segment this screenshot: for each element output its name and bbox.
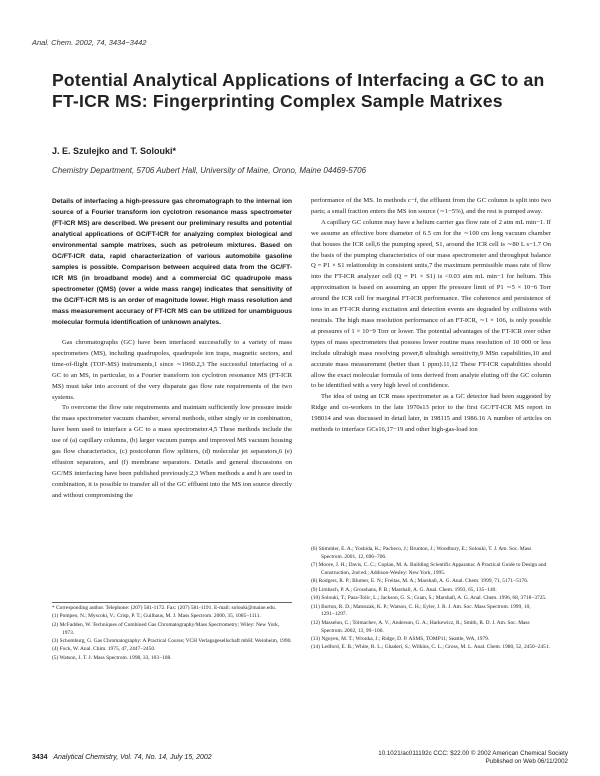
reference-item: (6) Stimmler, E. A.; Yoshida, K.; Pacheco, J.; Brunton, J.; Woodbury, E.; Solouki, T. J. Am. Soc. Mass Spectrom. 2001, 12, 696−706. <box>311 546 532 560</box>
reference-list <box>311 546 551 653</box>
reference-item: (7) Moore, J. H.; Davis, C. C.; Coplan, M. A. Building Scientific Apparatus: A Practical Guide to Design and Construction, 2nd ed.; Addison-Wesley: New York, 1995. <box>311 562 547 576</box>
body-paragraph: The idea of using an ICR mass spectrometer as a GC detector had been suggested by Ridge and co-workers in the late 1970s13 prior to the first GC/FT-ICR MS report in 198014 and was discussed in detail later, in 198115 and 1986.16 A number of articles on methods to interface GCs16,17−19 and other high-gas-load ion <box>311 393 551 434</box>
body-paragraph: Gas chromatographs (GC) have been interfaced successfully to a variety of mass spectrometers (MS), including quadrupoles, quadrupole ion traps, magnetic sectors, and time-of-flight (TOF-MS) instruments,1 since ∼1960.2,3 The successful interfacing of a GC to an MS, in particular, to a Fourier transform ion cyclotron resonance MS (FT-ICR MS) must take into account of the very disparate gas flow rate requirements of the two systems. <box>52 339 292 401</box>
journal-citation: Anal. Chem. 2002, 74, 3434−3442 <box>32 38 147 47</box>
page-footer <box>32 753 212 761</box>
reference-item: (9) Limbach, P. A.; Grosshans, P. B.; Marshall, A. G. Anal. Chem. 1993, 65, 135−140. <box>311 586 497 593</box>
right-column <box>311 196 551 436</box>
article-title: Potential Analytical Applications of Interfacing a GC to an FT-ICR MS: Fingerprinting Complex Sample Matrixes <box>52 70 545 111</box>
body-paragraph: To overcome the flow rate requirements and maintain sufficiently low pressure inside the mass spectrometer vacuum chamber, several methods, either singly or in combination, have been used to interface a GC to a mass spectrometer.4,5 These methods include the use of (a) capillary columns, (b) larger vacuum pumps and improved MS vacuum housing gas flow characteristics, (c) postcolumn flow splitters, (d) molecular jet separators,6 (e) effusion separators, and (f) membrane separators. Details and general discussions on GC/MS interfacing have been published previously.2,3 When methods a and h are used in combination, it is possible to transfer all of the GC effluent into the MS ion source directly and without compromising the <box>52 404 292 499</box>
left-column <box>52 196 292 502</box>
doi-line: 10.1021/ac011192c CCC: $22.00 © 2002 American Chemical Society <box>378 750 568 757</box>
reference-item: (11) Burton, R. D.; Matuszak, K. P.; Watson, C. H.; Eyler, J. R. J. Am. Soc. Mass Spectrom. 1999, 10, 1291−1297. <box>311 603 531 618</box>
reference-item: (3) Schomburg, G. Gas Chromatography: A Practical Course; VCH Verlagsgesellschaft mbH: Weinheim, 1990. <box>52 637 292 644</box>
reference-item: (1) Pompeo, N.; Myscoki, V.; Crisp, P. T.; Guilhaus, M. J. Mass Spectrom. 2000, 35, 1085−1111. <box>52 613 261 620</box>
author-affiliation: Chemistry Department, 5706 Aubert Hall, University of Maine, Orono, Maine 04469-5706 <box>52 166 367 175</box>
reference-item: (12) Masselon, C.; Tolmachev, A. V.; Anderson, G. A.; Harkewicz, R.; Smith, R. D. J. Am. Soc. Mass Spectrom. 2002, 13, 99−106. <box>311 619 530 634</box>
body-paragraph: A capillary GC column may have a helium carrier gas flow rate of 2 atm mL min−1. If we assume an effective bore diameter of 6.5 cm for the ∼100 cm long vacuum chamber that houses the ICR cell,6 the pumping speed, S1, around the ICR cell is ∼80 L s−1.7 On the basis of the pumping characteristics of our mass spectrometer and throughput balance Q = P1 × S1 relationship in consistent units,7 the maximum permissible mass rate of flow into the FT-ICR analyzer cell (Q = P1 × S1) is <0.03 atm mL min−1 for helium. This approximation is based on assuming an upper He pressure limit of P1 ∼5 × 10−6 Torr around the ICR cell for marginal FT-ICR performance. The coherence and persistence of ions in an FT-ICR during excitation and detection events are degraded by collisions with neutrals. The high mass resolution performance of an FT-ICR, ∼1 × 106, is only possible at pressures of 1 × 10−9 Torr or lower. The potential advantages of the FT-ICR over other types of mass spectrometers that possess lower routine mass resolution of 10 000 or less include ultrahigh mass resolving power,8 ultrahigh sensitivity,9 MSn capabilities,10 and accurate mass measurement (better than 1 ppm).11,12 These FT-ICR capabilities should allow the exact molecular formula of ions derived from analyte eluting off the GC column to be identified with a very high level of confidence. <box>311 218 551 390</box>
body-paragraph: performance of the MS. In methods c−f, the effluent from the GC column is split into two parts; a small fraction enters the MS ion source (∼1−5%), and the rest is pumped away. <box>311 197 551 215</box>
reference-item: (2) McFadden, W. Techniques of Combined Gas Chromatography/Mass Spectrometry; Wiley: New York, 1973. <box>52 621 280 636</box>
reference-item: (8) Rodgers, R. P.; Blumer, E. N.; Freitas, M. A.; Marshall, A. G. Anal. Chem. 1999, 71, 5171−5176. <box>311 578 529 585</box>
reference-item: (10) Solouki, T.; Pasa-Tolic, L.; Jackson, G. S.; Guan, S.; Marshall, A. G. Anal. Chem. 1996, 68, 3718−3725. <box>311 595 547 602</box>
corresponding-author-note: * Corresponding author. Telephone: (207) 581-1172. Fax: (207) 581-1191. E-mail: solouki@maine.edu. <box>52 605 277 611</box>
author-list: J. E. Szulejko and T. Solouki* <box>52 146 177 156</box>
journal-issue: Analytical Chemistry, Vol. 74, No. 14, July 15, 2002 <box>53 754 212 761</box>
reference-item: (13) Nguyen, M. T.; Wronka, J.; Ridge, D. P. ASMS, TOMP11; Seattle, WA, 1979. <box>311 635 490 642</box>
reference-item: (14) Ledford, E. B.; White, R. L.; Ghaderi, S.; Wilkins, C. L.; Gross, M. L. Anal. Chem. 1980, 52, 2450−2451. <box>311 644 550 651</box>
publication-info <box>308 750 568 766</box>
reference-item: (5) Watson, J. T. J. Mass Spectrom. 1998, 33, 103−108. <box>52 654 172 661</box>
abstract: Details of interfacing a high-pressure gas chromatograph to the internal ion source of a Fourier transform ion cyclotron resonance mass spectrometer (FT-ICR MS) are described. We present our preliminary results and potential analytical applications of GC/FT-ICR for analyzing complex biological and environmental sample matrixes, such as petroleum mixtures. Based on GC/FT-ICR data, rapid characterization of various automobile gasoline samples is possible. Comparison between acquired data from the GC/FT-ICR MS (in broadband mode) and a commercial GC quadrupole mass spectrometer (QMS) (over a wide mass range) indicates that sensitivity of the GC/FT-ICR MS is an order of magnitude lower. High mass resolution and mass measurement accuracy of FT-ICR MS can be utilized for unambiguous molecular formula identification of unknown analytes. <box>52 198 292 326</box>
page-number: 3434 <box>32 754 48 761</box>
published-date: Published on Web 06/11/2002 <box>485 758 568 765</box>
footnotes <box>52 602 292 663</box>
reference-item: (4) Fock, W. Anal. Chim. 1975, 47, 2447−2450. <box>52 646 156 653</box>
